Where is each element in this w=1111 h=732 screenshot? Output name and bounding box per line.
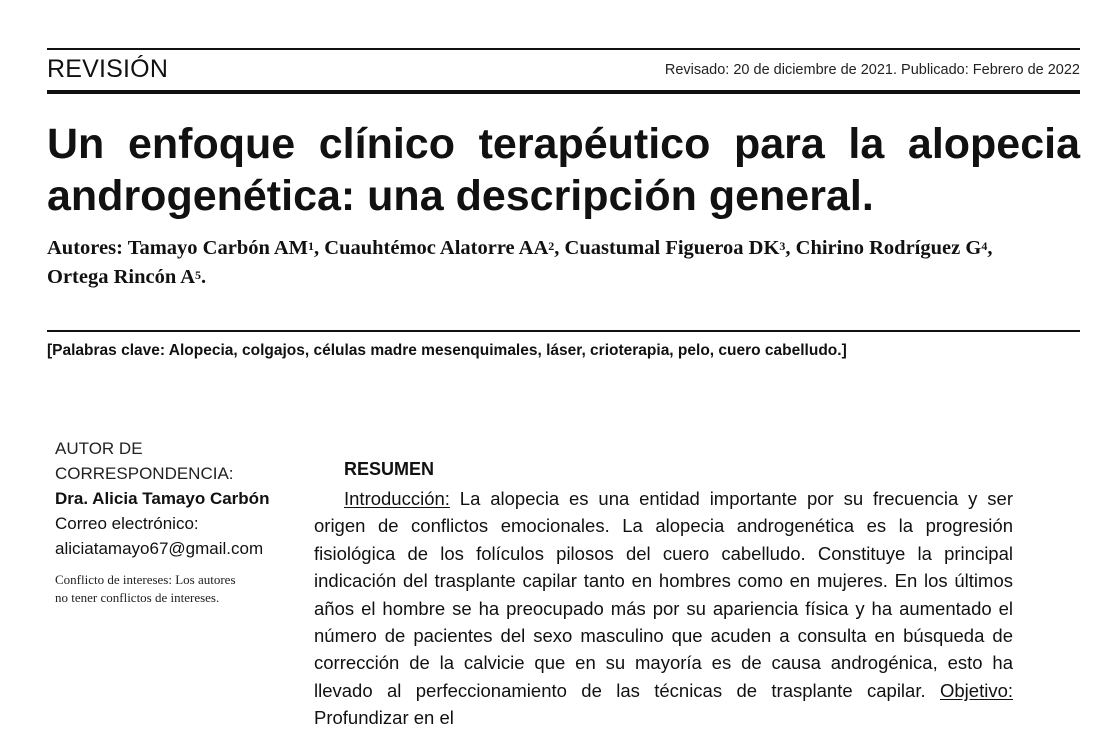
- objective-text: Profundizar en el: [314, 707, 454, 729]
- author-separator: ,: [987, 237, 993, 259]
- section-label: REVISIÓN: [47, 55, 169, 83]
- author-separator: ,: [554, 237, 565, 259]
- author-separator: .: [201, 266, 207, 288]
- abstract-body: [314, 485, 1013, 732]
- email-address[interactable]: aliciatamayo67@gmail.com: [55, 539, 264, 558]
- correspondence-name: Dra. Alicia Tamayo Carbón: [55, 489, 270, 508]
- conflict-of-interest-note: [55, 571, 285, 607]
- author-affiliation-number: 1: [308, 239, 315, 253]
- author-name: Chirino Rodríguez G: [795, 237, 982, 259]
- keywords-line: [Palabras clave: Alopecia, colgajos, células madre mesenquimales, láser, crioterapia, pelo, cuero cabelludo.]: [47, 342, 847, 359]
- keywords-rule: [47, 330, 1080, 332]
- author-affiliation-number: 3: [779, 239, 786, 253]
- paper-title: [47, 118, 1080, 222]
- title-line-2: androgenética: una descripción general.: [47, 172, 874, 220]
- conflict-line-2: no tener conflictos de intereses.: [55, 590, 220, 605]
- introduction-text: La alopecia es una entidad importante por su frecuencia y ser origen de conflictos emocionales. La alopecia androgenética es la progresión fisiológica de los folículos pilosos del cuero cabelludo. Constituye la principal indicación del trasplante capilar tanto en hombres como en mujeres. En los últimos años el hombre se ha preocupado más por su apariencia física y ha aumentado el número de pacientes del sexo masculino que acuden a consulta en búsqueda de corrección de la calvicie que en su mayoría es de causa androgénica, esto ha llevado al perfeccionamiento de las técnicas de trasplante capilar.: [314, 488, 1013, 701]
- author-affiliation-number: 4: [981, 239, 988, 253]
- author-name: Ortega Rincón A: [47, 266, 196, 288]
- author-name: Cuastumal Figueroa DK: [564, 237, 780, 259]
- publication-dates: Revisado: 20 de diciembre de 2021. Publicado: Febrero de 2022: [664, 62, 1080, 78]
- author-name: Cuauhtémoc Alatorre AA: [324, 237, 549, 259]
- correspondence-heading: AUTOR DE CORRESPONDENCIA:: [55, 439, 234, 483]
- introduction-label: Introducción:: [344, 488, 450, 509]
- author: [47, 266, 206, 288]
- authors-list: [47, 237, 992, 288]
- author-affiliation-number: 5: [195, 268, 202, 282]
- conflict-line-1: Conflicto de intereses: Los autores: [55, 572, 236, 587]
- author-separator: ,: [314, 237, 325, 259]
- email-label: Correo electrónico:: [55, 514, 199, 533]
- author-affiliation-number: 2: [548, 239, 555, 253]
- abstract-heading: RESUMEN: [344, 459, 435, 479]
- author-separator: ,: [785, 237, 796, 259]
- correspondence-block: [55, 436, 325, 561]
- author-name: Tamayo Carbón AM: [127, 237, 309, 259]
- authors-block: [47, 234, 1057, 292]
- author: [565, 237, 796, 259]
- author: [796, 237, 993, 259]
- title-line-1: Un enfoque clínico terapéutico para la alopecia: [47, 120, 1080, 168]
- header-top-rule: [47, 48, 1080, 50]
- header-bottom-rule: [47, 90, 1080, 94]
- objective-label: Objetivo:: [940, 679, 1014, 701]
- authors-label: Autores:: [47, 237, 123, 259]
- author: [128, 237, 325, 259]
- author: [324, 237, 564, 259]
